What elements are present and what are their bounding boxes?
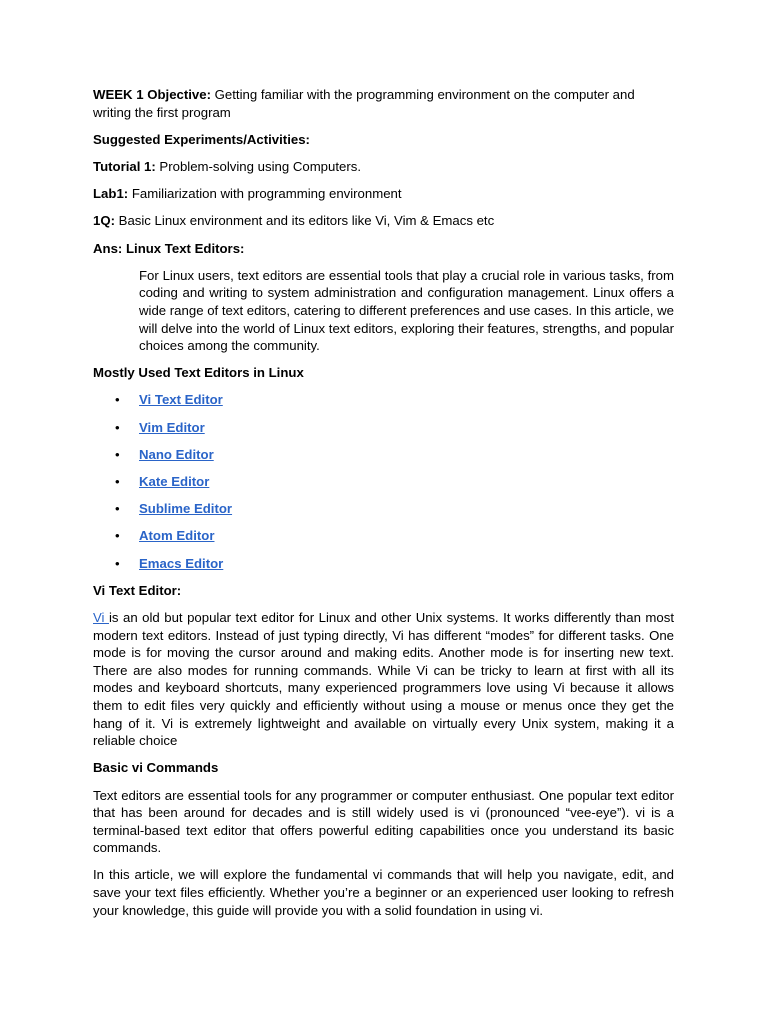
- editors-list: [93, 391, 674, 572]
- week-objective-label: WEEK 1 Objective:: [93, 87, 211, 102]
- vi-link[interactable]: Vi: [93, 609, 109, 625]
- answer-heading-text: Ans: Linux Text Editors:: [93, 240, 245, 256]
- week-objective-text: Getting familiar with the programming environment on the computer and writing the first program: [93, 87, 635, 120]
- nano-editor-link[interactable]: Nano Editor: [139, 446, 214, 462]
- question-label: 1Q:: [93, 213, 115, 229]
- vi-text-editor-link[interactable]: Vi Text Editor: [139, 392, 223, 408]
- kate-editor-link[interactable]: Kate Editor: [139, 474, 210, 490]
- week-objective: [93, 86, 674, 121]
- basic-heading: [93, 759, 674, 777]
- atom-editor-link[interactable]: Atom Editor: [139, 528, 215, 544]
- editors-heading: [93, 364, 674, 382]
- list-item: [93, 446, 674, 464]
- suggested-heading-text: Suggested Experiments/Activities:: [93, 131, 310, 147]
- answer-heading: [93, 240, 674, 258]
- list-item: [93, 391, 674, 409]
- tutorial-label: Tutorial 1:: [93, 158, 156, 174]
- basic-paragraph-1: Text editors are essential tools for any programmer or computer enthusiast. One popular text editor that has been around for decades and is still widely used is vi (pronounced “vee-eye”). vi is a terminal-based text editor that offers powerful editing capabilities once you understand its basic commands.: [93, 787, 674, 856]
- list-item: [93, 527, 674, 545]
- bullet-icon: •: [115, 555, 120, 571]
- list-item: [93, 473, 674, 491]
- lab-line: [93, 185, 674, 203]
- bullet-icon: •: [115, 528, 120, 544]
- list-item: [93, 500, 674, 518]
- emacs-editor-link[interactable]: Emacs Editor: [139, 555, 224, 571]
- suggested-heading: [93, 131, 674, 149]
- bullet-icon: •: [115, 446, 120, 462]
- vi-heading-text: Vi Text Editor:: [93, 582, 182, 598]
- tutorial-line: [93, 158, 674, 176]
- lab-label: Lab1:: [93, 186, 129, 202]
- tutorial-text: Problem-solving using Computers.: [155, 158, 361, 174]
- vim-editor-link[interactable]: Vim Editor: [139, 419, 205, 435]
- document-page: [93, 86, 674, 929]
- answer-intro: For Linux users, text editors are essential tools that play a crucial role in various tasks, from coding and writing to system administration and configuration management. Linux offers a wide range of text editors, catering to different preferences and use cases. In this article, we will delve into the world of Linux text editors, exploring their features, strengths, and popular choices among the community.: [139, 267, 674, 354]
- vi-paragraph-text: is an old but popular text editor for Linux and other Unix systems. It works differently than most modern text editors. Instead of just typing directly, Vi has different “modes” for different tasks. One mode is for moving the cursor around and making edits. Another mode is for inserting new text. There are also modes for running commands. While Vi can be tricky to learn at first with all its modes and keyboard shortcuts, many experienced programmers love using Vi because it allows them to edit files very quickly and efficiently without using a mouse or menus once they get the hang of it. Vi is extremely lightweight and available on virtually every Unix system, making it a reliable choice: [93, 609, 674, 749]
- list-item: [93, 419, 674, 437]
- bullet-icon: •: [115, 474, 120, 490]
- question-text: Basic Linux environment and its editors like Vi, Vim & Emacs etc: [114, 213, 495, 229]
- sublime-editor-link[interactable]: Sublime Editor: [139, 501, 233, 517]
- bullet-icon: •: [115, 419, 120, 435]
- vi-paragraph: [93, 609, 674, 750]
- bullet-icon: •: [115, 501, 120, 517]
- basic-paragraph-2: In this article, we will explore the fundamental vi commands that will help you navigate, edit, and save your text files efficiently. Whether you’re a beginner or an experienced user looking to refresh your knowledge, this guide will provide you with a solid foundation in using vi.: [93, 867, 674, 918]
- basic-heading-text: Basic vi Commands: [93, 760, 219, 776]
- bullet-icon: •: [115, 392, 120, 408]
- list-item: [93, 555, 674, 573]
- question-line: [93, 212, 674, 230]
- lab-text: Familiarization with programming environment: [128, 186, 402, 202]
- editors-heading-text: Mostly Used Text Editors in Linux: [93, 365, 304, 381]
- vi-heading: [93, 582, 674, 600]
